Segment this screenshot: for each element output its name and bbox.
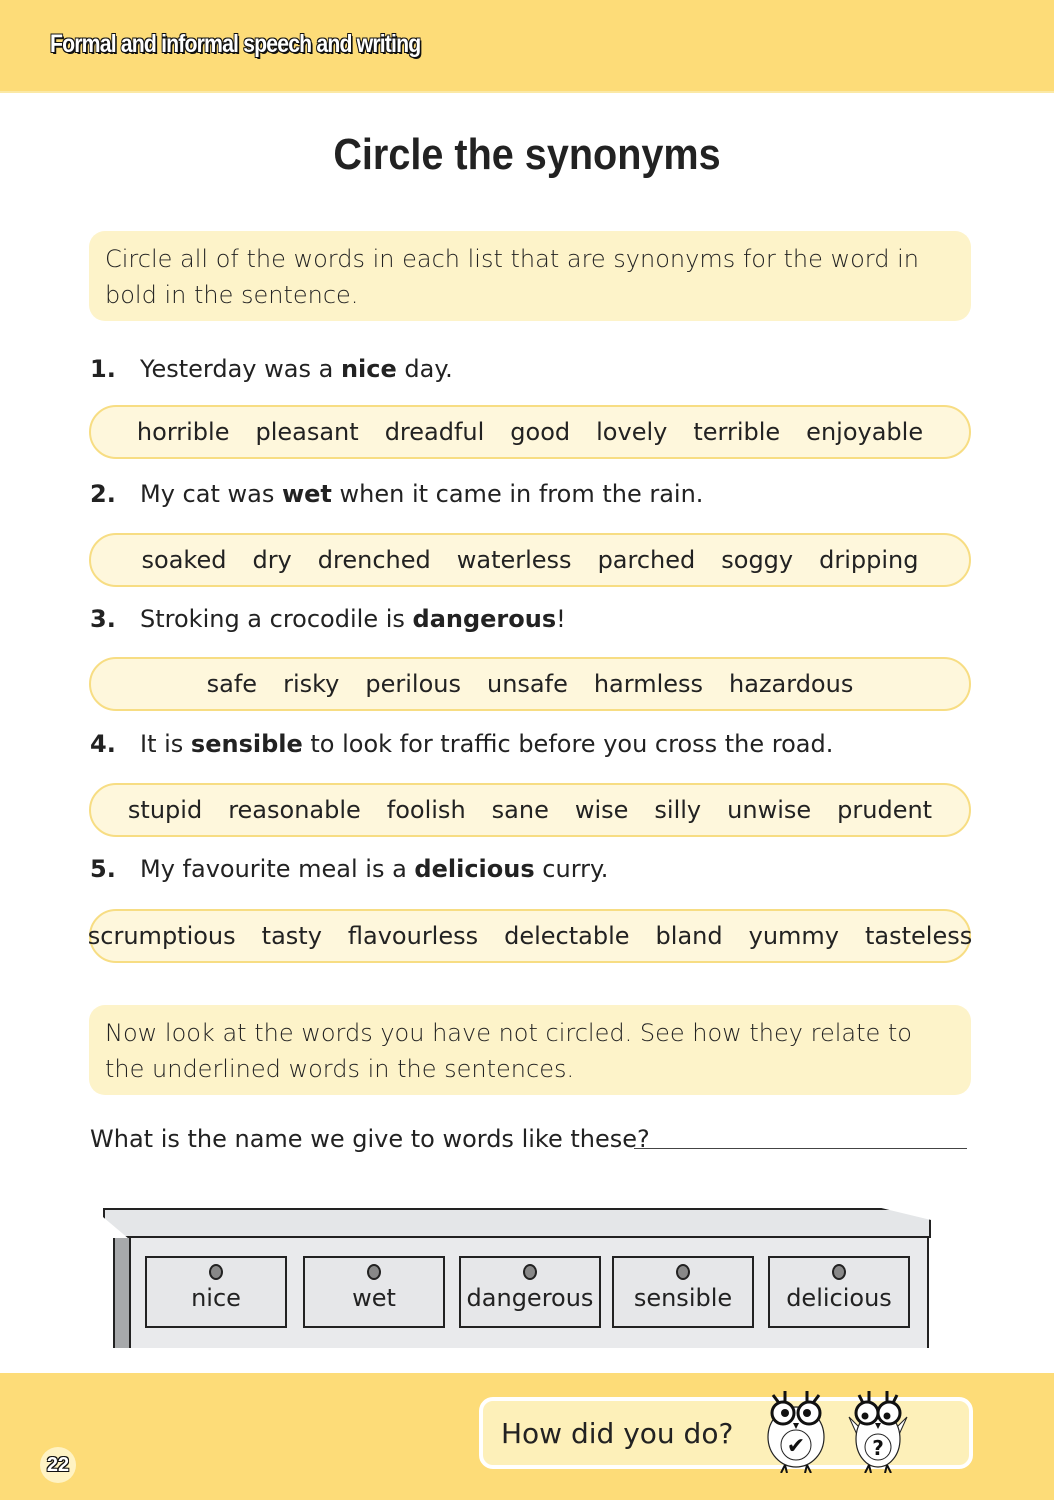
question-number: 4. xyxy=(90,730,116,758)
word-list-5 xyxy=(89,909,971,963)
word-option[interactable]: dreadful xyxy=(384,418,485,446)
word-option[interactable]: soaked xyxy=(141,546,227,574)
bold-word: sensible xyxy=(190,730,303,758)
header-band xyxy=(0,0,1054,93)
word-option[interactable]: terrible xyxy=(693,418,781,446)
drawer-nice xyxy=(145,1256,287,1328)
cabinet-side xyxy=(115,1238,131,1348)
word-option[interactable]: stupid xyxy=(127,796,203,824)
word-option[interactable]: dripping xyxy=(819,546,919,574)
question-text: It is xyxy=(140,730,191,758)
knob-icon xyxy=(367,1264,381,1280)
question-1 xyxy=(90,355,453,383)
word-option[interactable]: parched xyxy=(597,546,696,574)
word-option[interactable]: risky xyxy=(283,670,340,698)
question-text: day. xyxy=(396,355,453,383)
question-2 xyxy=(90,480,703,508)
word-option[interactable]: hazardous xyxy=(729,670,854,698)
knob-icon xyxy=(209,1264,223,1280)
question-5 xyxy=(90,855,608,883)
word-option[interactable]: scrumptious xyxy=(87,922,236,950)
word-option[interactable]: yummy xyxy=(748,922,839,950)
question-4 xyxy=(90,730,833,758)
instructions-panel xyxy=(89,231,971,321)
word-option[interactable]: pleasant xyxy=(255,418,359,446)
question-text: curry. xyxy=(534,855,609,883)
word-option[interactable]: foolish xyxy=(386,796,466,824)
drawer-label: delicious xyxy=(786,1284,892,1312)
word-option[interactable]: tasty xyxy=(261,922,322,950)
question-text: to look for traffic before you cross the road. xyxy=(302,730,834,758)
instructions-text: Circle all of the words in each list that are synonyms for the word in bold in the sentence. xyxy=(105,245,919,309)
word-option[interactable]: horrible xyxy=(136,418,230,446)
drawer-label: wet xyxy=(352,1284,396,1312)
review-label: How did you do? xyxy=(501,1417,734,1450)
word-option[interactable]: soggy xyxy=(721,546,794,574)
followup-panel xyxy=(89,1005,971,1095)
word-list-1 xyxy=(89,405,971,459)
followup-text: Now look at the words you have not circled. See how they relate to the underlined words in the sentences. xyxy=(105,1019,912,1083)
drawer-sensible xyxy=(612,1256,754,1328)
question-3 xyxy=(90,605,566,633)
drawer-delicious xyxy=(768,1256,910,1328)
drawer-label: sensible xyxy=(633,1284,733,1312)
word-option[interactable]: harmless xyxy=(593,670,704,698)
word-option[interactable]: drenched xyxy=(317,546,431,574)
word-option[interactable]: good xyxy=(510,418,571,446)
drawer-cabinet-illustration xyxy=(103,1206,933,1348)
word-list-3 xyxy=(89,657,971,711)
knob-icon xyxy=(832,1264,846,1280)
word-option[interactable]: sane xyxy=(491,796,549,824)
knob-icon xyxy=(676,1264,690,1280)
word-option[interactable]: reasonable xyxy=(228,796,361,824)
owl-question-icon[interactable] xyxy=(845,1387,911,1473)
drawer-label: nice xyxy=(191,1284,241,1312)
bold-word: delicious xyxy=(414,855,535,883)
word-option[interactable]: waterless xyxy=(456,546,572,574)
page-title: Circle the synonyms xyxy=(333,130,721,179)
question-number: 5. xyxy=(90,855,116,883)
svg-text:✔: ✔ xyxy=(786,1434,806,1459)
owl-check-icon[interactable] xyxy=(763,1387,829,1473)
question-text: My cat was xyxy=(140,480,282,508)
cabinet-top xyxy=(103,1208,931,1238)
question-text: ! xyxy=(556,605,566,633)
cabinet-body xyxy=(113,1238,929,1348)
question-text: Stroking a crocodile is xyxy=(140,605,413,633)
word-option[interactable]: dry xyxy=(252,546,292,574)
bold-word: dangerous xyxy=(412,605,557,633)
bold-word: nice xyxy=(340,355,397,383)
word-option[interactable]: flavourless xyxy=(347,922,479,950)
word-option[interactable]: safe xyxy=(206,670,258,698)
drawer-label: dangerous xyxy=(466,1284,594,1312)
drawer-dangerous xyxy=(459,1256,601,1328)
svg-text:?: ? xyxy=(872,1436,884,1460)
knob-icon xyxy=(523,1264,537,1280)
word-option[interactable]: delectable xyxy=(504,922,630,950)
question-number: 1. xyxy=(90,355,116,383)
section-title: Formal and informal speech and writing xyxy=(50,30,421,58)
word-option[interactable]: perilous xyxy=(365,670,461,698)
question-number: 3. xyxy=(90,605,116,633)
page-number: 22 xyxy=(40,1447,76,1483)
word-option[interactable]: prudent xyxy=(837,796,933,824)
question-text: when it came in from the rain. xyxy=(331,480,704,508)
word-option[interactable]: bland xyxy=(655,922,723,950)
word-option[interactable]: lovely xyxy=(596,418,668,446)
word-list-4 xyxy=(89,783,971,837)
review-box xyxy=(479,1397,973,1469)
question-text: Yesterday was a xyxy=(140,355,341,383)
bold-word: wet xyxy=(281,480,332,508)
question-text: My favourite meal is a xyxy=(140,855,415,883)
word-option[interactable]: silly xyxy=(654,796,702,824)
word-option[interactable]: enjoyable xyxy=(806,418,924,446)
word-option[interactable]: unwise xyxy=(727,796,812,824)
answer-field[interactable] xyxy=(634,1148,967,1149)
word-option[interactable]: tasteless xyxy=(864,922,973,950)
word-list-2 xyxy=(89,533,971,587)
question-number: 2. xyxy=(90,480,116,508)
drawer-wet xyxy=(303,1256,445,1328)
answer-prompt: What is the name we give to words like these? xyxy=(90,1125,650,1153)
word-option[interactable]: wise xyxy=(574,796,629,824)
word-option[interactable]: unsafe xyxy=(486,670,568,698)
